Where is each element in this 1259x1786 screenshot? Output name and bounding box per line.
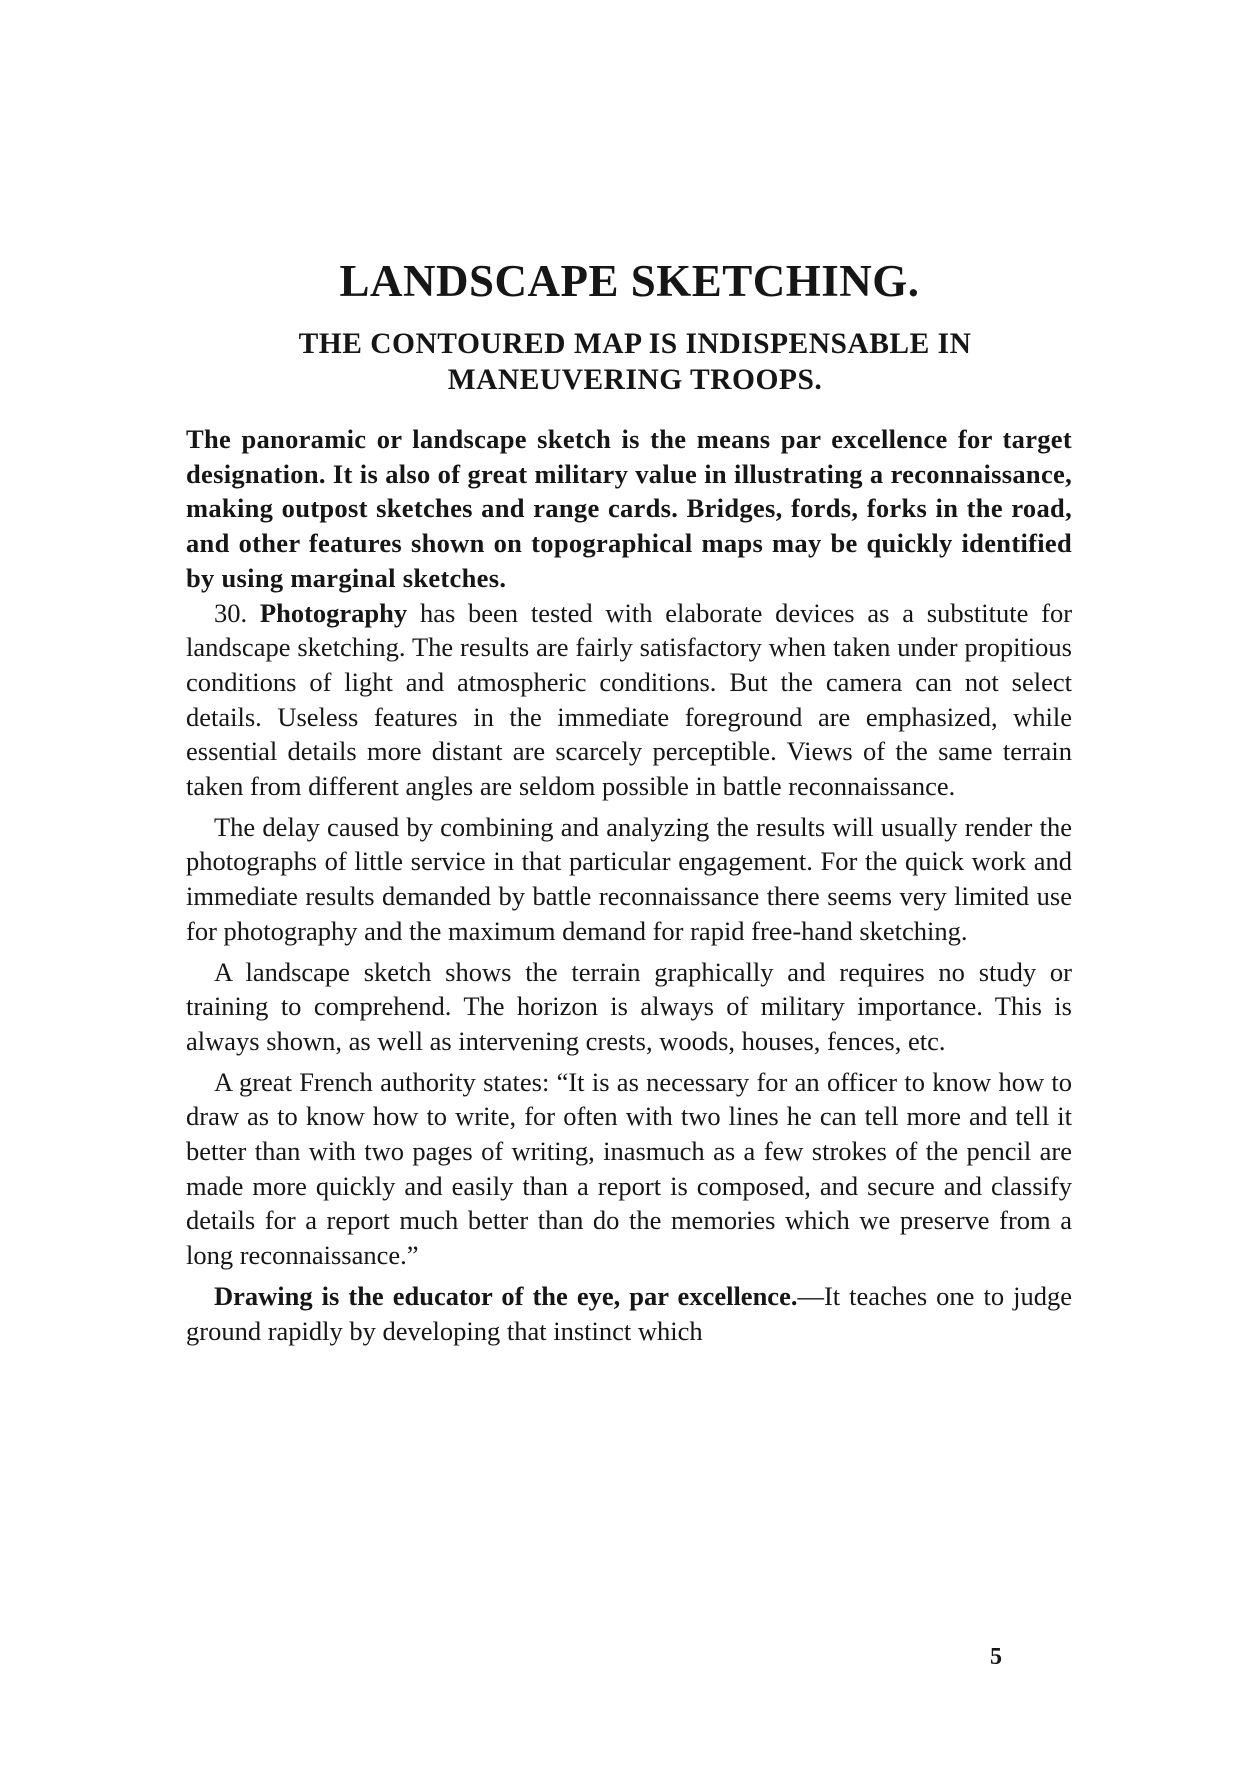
drawing-body: —It teaches one to judge ground rapidly by developing that instinct which <box>186 1280 1072 1346</box>
paragraph-number: 30. <box>214 597 248 628</box>
french-authority-paragraph: A great French authority states: “It is as necessary for an officer to know how to draw as to know how to write, for often with two lines he can tell more and tell it better than with two pages of writing, inasmuch as a few strokes of the pencil are made more quickly and easily than a report is composed, and secure and classify details for a report much better than do the memories which we preserve from a long reconnaissance.” <box>186 1066 1072 1271</box>
photography-body: has been tested with elaborate devices as a substitute for landscape sketching. The results are fairly satisfactory when taken under propitious conditions of light and atmospheric conditions. But the camera can not select details. Useless features in the immediate foreground are emphasized, while essential details more distant are scarcely perceptible. Views of the same terrain taken from different angles are seldom possible in battle reconnaissance. <box>186 597 1073 802</box>
drawing-paragraph <box>186 1279 1072 1348</box>
intro-paragraph: The panoramic or landscape sketch is the means par excellence for target designation. It is also of great military value in illustrating a reconnaissance, making outpost sketches and range cards. Bridges, fords, forks in the road, and other features shown on topographical maps may be quickly identified by using marginal sketches. <box>186 424 1072 593</box>
drawing-lead: Drawing is the educator of the eye, par excellence. <box>214 1280 798 1311</box>
page-subtitle: THE CONTOURED MAP IS INDISPENSABLE IN MANEUVERING TROOPS. <box>298 328 972 396</box>
photography-lead: Photography <box>259 597 408 628</box>
horizon-paragraph: A landscape sketch shows the terrain graphically and requires no study or training to comprehend. The horizon is always of military importance. This is always shown, as well as intervening crests, woods, houses, fences, etc. <box>186 956 1072 1056</box>
page-title: LANDSCAPE SKETCHING. <box>339 256 920 306</box>
photography-paragraph <box>186 596 1072 804</box>
delay-paragraph: The delay caused by combining and analyzing the results will usually render the photographs of little service in that particular engagement. For the quick work and immediate results demanded by battle reconnaissance there seems very limited use for photography and the maximum demand for rapid free-hand sketching. <box>186 811 1072 946</box>
body-text <box>186 422 1072 1348</box>
page-number: 5 <box>990 1644 1002 1670</box>
